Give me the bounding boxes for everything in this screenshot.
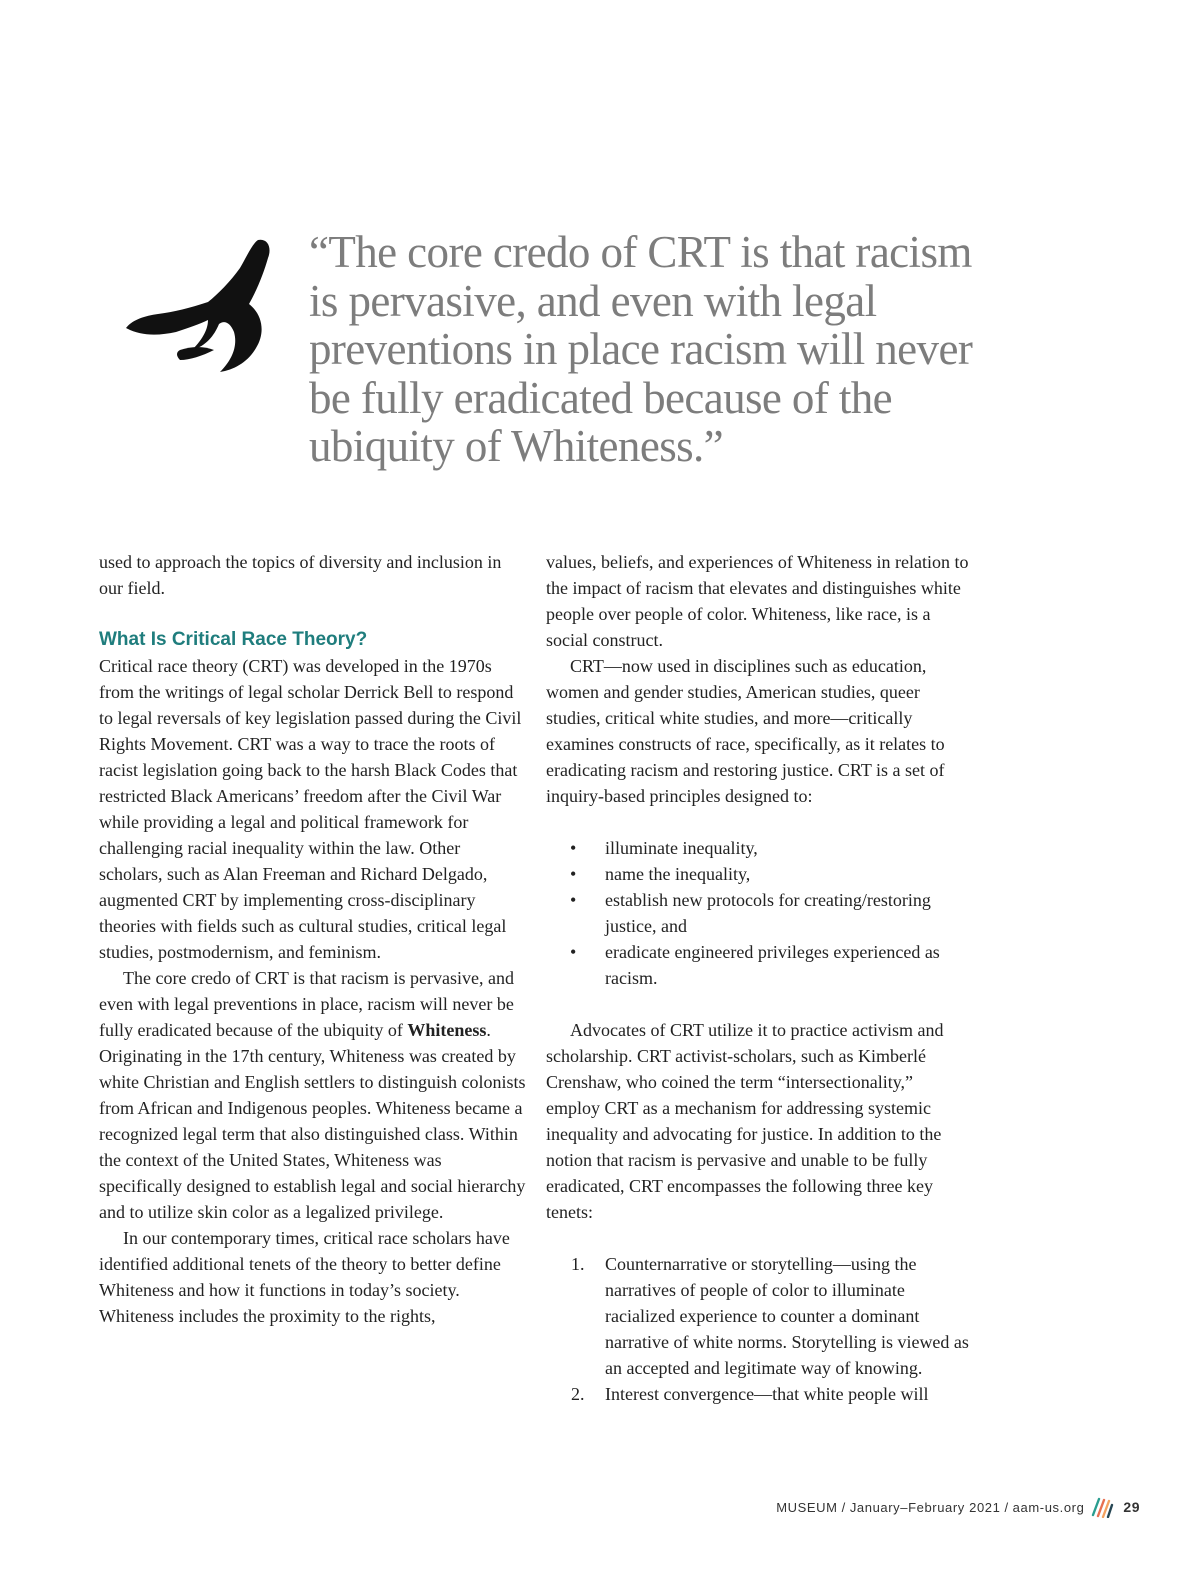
bullet-marker: • xyxy=(570,942,577,962)
magazine-name: MUSEUM xyxy=(776,1499,838,1515)
advocates-paragraph: Advocates of CRT utilize it to practice activism and scholarship. CRT activist-scholars, such as Kimberlé Crenshaw, who coined the term “intersectionality,” employ CRT as a mechanism for addressing systemic inequality and advocating for justice. In addition to the notion that racism is pervasive and unable to be fully eradicated, CRT encompasses the following three key tenets: xyxy=(546,1020,944,1222)
intro-paragraph: used to approach the topics of diversity and inclusion in our field. xyxy=(99,552,502,598)
core-credo-text-cont: . Originating in the 17th century, Whiteness was created by white Christian and English settlers to distinguish colonists from African and Indigenous peoples. Whiteness became a recognized legal term that also distinguished class. Within the context of the United States, Whiteness was specifically designed to establish legal and social hierarchy and to utilize skin color as a legalized privilege. xyxy=(99,1020,526,1222)
whiteness-definition-paragraph: values, beliefs, and experiences of Whiteness in relation to the impact of racism that elevates and distinguishes white people over people of color. Whiteness, like race, is a social construct. xyxy=(546,552,969,650)
issue-date: January–February 2021 xyxy=(849,1499,1001,1515)
list-item: • illuminate inequality, xyxy=(546,835,971,861)
page-number: 29 xyxy=(1123,1499,1140,1515)
left-column xyxy=(99,549,527,1329)
tenets-list xyxy=(546,1251,971,1407)
whiteness-term: Whiteness xyxy=(407,1020,487,1040)
crt-history-paragraph: Critical race theory (CRT) was developed in the 1970s from the writings of legal scholar Derrick Bell to respond to legal reversals of key legislation passed during the Civil Rights Movement. CRT was a way to trace the roots of racist legislation going back to the harsh Black Codes that restricted Black Americans’ freedom after the Civil War while providing a legal and political framework for challenging racial inequality within the law. Other scholars, such as Alan Freeman and Richard Delgado, augmented CRT by implementing cross-disciplinary theories with fields such as cultural studies, critical legal studies, postmodernism, and feminism. xyxy=(99,656,522,962)
aam-stripes-logo-icon xyxy=(1090,1496,1114,1518)
right-column xyxy=(546,549,971,1407)
list-number: 1. xyxy=(571,1254,585,1274)
core-credo-paragraph xyxy=(99,965,527,1225)
principles-list xyxy=(546,835,971,991)
bullet-marker: • xyxy=(570,864,577,884)
list-number: 2. xyxy=(571,1384,585,1404)
logo-stripe xyxy=(1108,1505,1112,1517)
pull-quote: “The core credo of CRT is that racism is pervasive, and even with legal preventions in place racism will never be fully eradicated because of the ubiquity of Whiteness.” xyxy=(309,227,973,471)
crt-disciplines-paragraph: CRT—now used in disciplines such as education, women and gender studies, American studies, queer studies, critical white studies, and more—critically examines constructs of race, specifically, as it relates to eradicating racism and restoring justice. CRT is a set of inquiry-based principles designed to: xyxy=(546,656,945,806)
list-item: • eradicate engineered privileges experienced as racism. xyxy=(546,939,971,991)
section-heading: What Is Critical Race Theory? xyxy=(99,629,368,650)
bullet-marker: • xyxy=(570,838,577,858)
adinkra-symbol-icon xyxy=(118,232,278,382)
list-item: 2. Interest convergence—that white people will xyxy=(546,1381,971,1407)
bullet-marker: • xyxy=(570,890,577,910)
contemporary-paragraph: In our contemporary times, critical race scholars have identified additional tenets of the theory to better define Whiteness and how it functions in today’s society. Whiteness includes the proximity to the rights, xyxy=(99,1228,510,1326)
footer-separator: / xyxy=(841,1499,846,1515)
core-credo-text: The core credo of CRT is that racism is pervasive, and even with legal preventions in place, racism will never be fully eradicated because of the ubiquity of xyxy=(99,968,514,1040)
website-link[interactable]: aam-us.org xyxy=(1012,1499,1085,1515)
list-item: 1. Counternarrative or storytelling—using the narratives of people of color to illuminate racialized experience to counter a dominant narrative of white norms. Storytelling is viewed as an accepted and legitimate way of knowing. xyxy=(546,1251,971,1381)
list-item: • name the inequality, xyxy=(546,861,971,887)
page-footer xyxy=(745,1497,1140,1517)
footer-separator: / xyxy=(1004,1499,1009,1515)
list-item: • establish new protocols for creating/restoring justice, and xyxy=(546,887,971,939)
